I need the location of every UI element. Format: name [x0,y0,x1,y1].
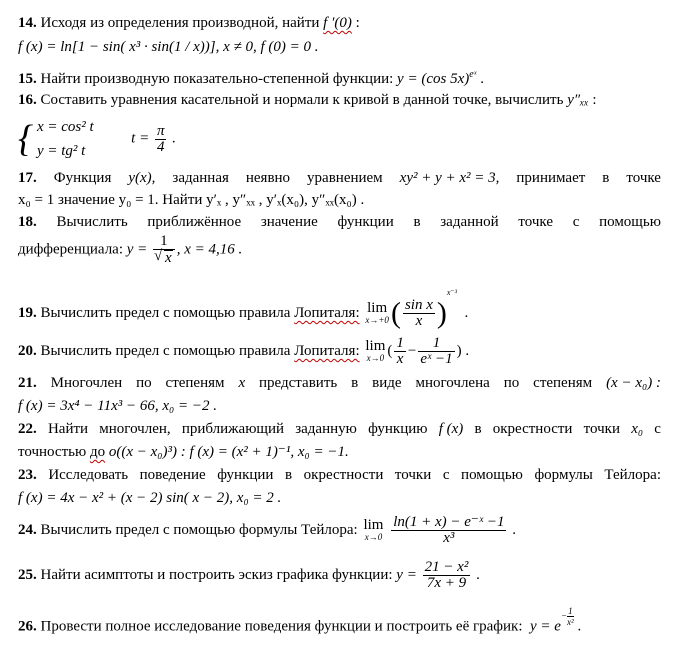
word: точки [583,421,620,437]
problem-16-system: { x = cos² t y = tg² t t = $\frac{\pi}{4}$ . [18,115,176,163]
problem-text: Провести полное исследование поведения функции и построить её график: [40,618,523,635]
word: x [238,375,246,391]
problem-number: 16. [18,92,37,108]
word: Исследовать [48,467,129,483]
problem-18 [18,213,661,231]
fraction [403,298,435,329]
word: многочлена [415,375,490,391]
problem-23-line2: f (x) = 4x − x² + (x − 2) sin( x − 2), x₀ = 2 . [18,490,282,506]
word: приближённое [147,214,242,230]
word: окрестности [492,421,573,437]
problem-number: 23. [18,467,37,483]
word: точке [518,214,553,230]
word: многочлен, [99,421,171,437]
problem-number: 15. [18,71,37,87]
word: Тейлора: [604,467,661,483]
frac-numerator: 1 [396,335,404,351]
problem-16: 16. Составить уравнения касательной и нормали к кривой в данной точке, вычислить y″ₓₓ : [18,92,597,108]
frac-denominator: x [396,351,404,367]
lim-word: lim [363,516,384,533]
formula: y″ₓₓ [567,92,589,108]
fraction [153,234,175,266]
frac-denominator: x [415,313,423,330]
lim-sub: x→+0 [365,314,389,325]
formula: xy² + y + x² = 3, [399,170,500,186]
frac-numerator: π [156,122,165,139]
problem-15: 15. Найти производную показательно-степенной функции: y = (cos 5x)$^{eˣ}$ . [18,69,484,87]
word: по [503,375,520,391]
formula-exponent [561,606,574,627]
system-eq-1: x = cos² t [36,119,94,135]
brace-icon: { [18,118,34,160]
problem-text: Лопиталя: [294,305,360,321]
word: приближающий [181,421,285,437]
word: по [136,375,152,391]
formula-exponent: x⁻³ [446,288,458,297]
word: заданная [172,170,229,186]
lim-sub: x→0 [366,352,385,363]
problem-24: 24. Вычислить предел с помощью формулы Тейлора: lim x→0 $\frac{\text{ln(1 + x) − e⁻ˣ −1}}{\text{x³}}$ . [18,514,516,546]
word: формулы [534,467,593,483]
system-eq-2: y = tg² t [36,143,86,159]
word: помощью [599,214,661,230]
fraction [418,336,454,367]
problem-text: Лопиталя: [294,342,360,359]
t-value: t = [131,130,150,147]
word: в [285,467,293,483]
frac-numerator: ln(1 + x) − e⁻ˣ −1 [393,514,505,530]
word: Найти [47,421,89,437]
word: виде [372,375,402,391]
problem-text: Найти производную показательно-степенной функции: [40,71,394,87]
limit [365,337,386,364]
problem-23 [18,466,661,484]
word: неявно [245,170,291,186]
problem-number: 19. [18,305,37,321]
word: в [602,170,610,186]
problem-number: 20. [18,342,37,359]
problem-19: 19. Вычислить предел с помощью правила Лопиталя: lim x→+0 ( $\frac{\text{sin x}}{x}$ )$^{x^{-3}}$ . [18,288,469,330]
problem-number: 18. [18,214,37,230]
word: заданную [295,421,357,437]
frac-denominator: 4 [156,138,165,155]
word: с [572,214,580,230]
problem-25: 25. Найти асимптоты и построить эскиз графика функции: y = $\frac{\text{21 − x²}}{7x + 9}$ . [18,559,480,591]
lim-word: lim [365,337,386,354]
problem-text: Вычислить предел с помощью правила [40,305,291,321]
word: уравнением [307,170,383,186]
equation-system [37,115,94,163]
problem-22 [18,420,661,438]
word: точностью [18,444,87,460]
lim-word: lim [367,299,388,316]
fraction [391,515,506,546]
problem-14-formula: f (x) = ln[1 − sin( x³ · sin(1 / x))], x ≠ 0, f (0) = 0 . [18,39,319,55]
paren-icon: ( [390,296,401,330]
problem-18-line2 [18,234,242,274]
problem-text: Исходя из определения производной, найти [40,15,320,31]
problem-number: 24. [18,521,37,538]
word: поведение [139,467,206,483]
formula: f ′(0) [323,15,352,31]
word: с [654,421,661,437]
frac-denominator: x² [567,617,574,627]
problem-17 [18,169,661,187]
problem-number: 21. [18,375,37,391]
problem-text: Вычислить предел с помощью формулы Тейлора: [40,521,358,538]
paren-icon: ) [436,296,447,330]
frac-numerator: 1 [568,606,573,616]
formula: o((x − x₀)³) : f (x) = (x² + 1)⁻¹, x₀ = −1. [108,444,349,460]
fraction [155,124,167,155]
word: в [474,421,482,437]
problem-number: 17. [18,170,37,186]
limit [363,516,384,543]
frac-denominator: x³ [443,530,455,546]
formula: y = (cos 5x) [397,71,470,87]
frac-numerator: 1 [418,336,454,352]
problem-21 [18,374,661,392]
word: окрестности [303,467,384,483]
word: помощью [461,467,523,483]
problem-26: 26. Провести полное исследование поведения функции и построить её график: y = e− $\frac{1}{\text{x²}}$ . [18,606,582,635]
formula: y = [396,566,417,583]
problem-text: Найти асимптоты и построить эскиз графика функции: [40,566,393,583]
word: точке [626,170,661,186]
formula-exponent: eˣ [469,69,477,80]
word: степеням [533,375,593,391]
frac-numerator: 21 − x² [424,559,469,575]
word: значение [260,214,318,230]
fraction [394,336,406,367]
word: точки [394,467,432,483]
formula: (x − x₀) : [606,375,661,391]
problem-number: 22. [18,421,37,437]
problem-17-line2: x₀ = 1 значение y₀ = 1. Найти y′ₓ , y″ₓₓ , y′ₓ(x₀), y″ₓₓ(x₀) . [18,192,365,208]
sqrt: √ x [164,250,173,266]
problem-text: Вычислить предел с помощью правила [40,342,291,359]
exp-fraction [567,606,574,627]
word: в [413,214,421,230]
problem-22-line2 [18,443,349,461]
word: представить [259,375,338,391]
word: принимает [516,170,586,186]
word: y(x), [128,170,156,186]
problem-14: 14. Исходя из определения производной, найти f ′(0) : [18,15,360,31]
word: Вычислить [56,214,128,230]
fraction [423,560,471,591]
problem-text: Составить уравнения касательной и нормали к кривой в данной точке, вычислить [40,92,564,108]
word: функции [217,467,274,483]
frac-numerator: sin x [404,297,433,314]
lim-sub: x→0 [364,531,383,542]
word: Функция [53,170,112,186]
exp-minus: − [560,610,568,621]
limit [365,299,389,326]
word: x₀ [631,421,644,437]
problem-number: 26. [18,618,37,635]
word: с [442,467,450,483]
problem-20: 20. Вычислить предел с помощью правила Лопиталя: lim x→0 ( $\frac{1}{x}$ − $\frac{1}{\text{eˣ −1}}$ ) . [18,335,470,367]
problem-number: 14. [18,15,37,31]
word: заданной [440,214,499,230]
word: Многочлен [50,375,123,391]
word: степеням [165,375,225,391]
frac-denominator: 7x + 9 [426,575,467,591]
frac-numerator: 1 [153,234,175,250]
formula: , x = 4,16 . [176,241,243,258]
problem-number: 25. [18,566,37,583]
formula: f (x) [438,421,464,437]
word: до [89,444,106,460]
word: в [351,375,359,391]
problem-text: дифференциала: [18,241,124,258]
problem-21-line2: f (x) = 3x⁴ − 11x³ − 66, x₀ = −2 . [18,398,217,414]
word: функцию [368,421,428,437]
formula: y = [126,241,148,258]
formula: y = e [530,618,561,635]
frac-denominator [153,250,175,266]
word: функции [337,214,394,230]
frac-denominator: eˣ −1 [420,351,453,367]
